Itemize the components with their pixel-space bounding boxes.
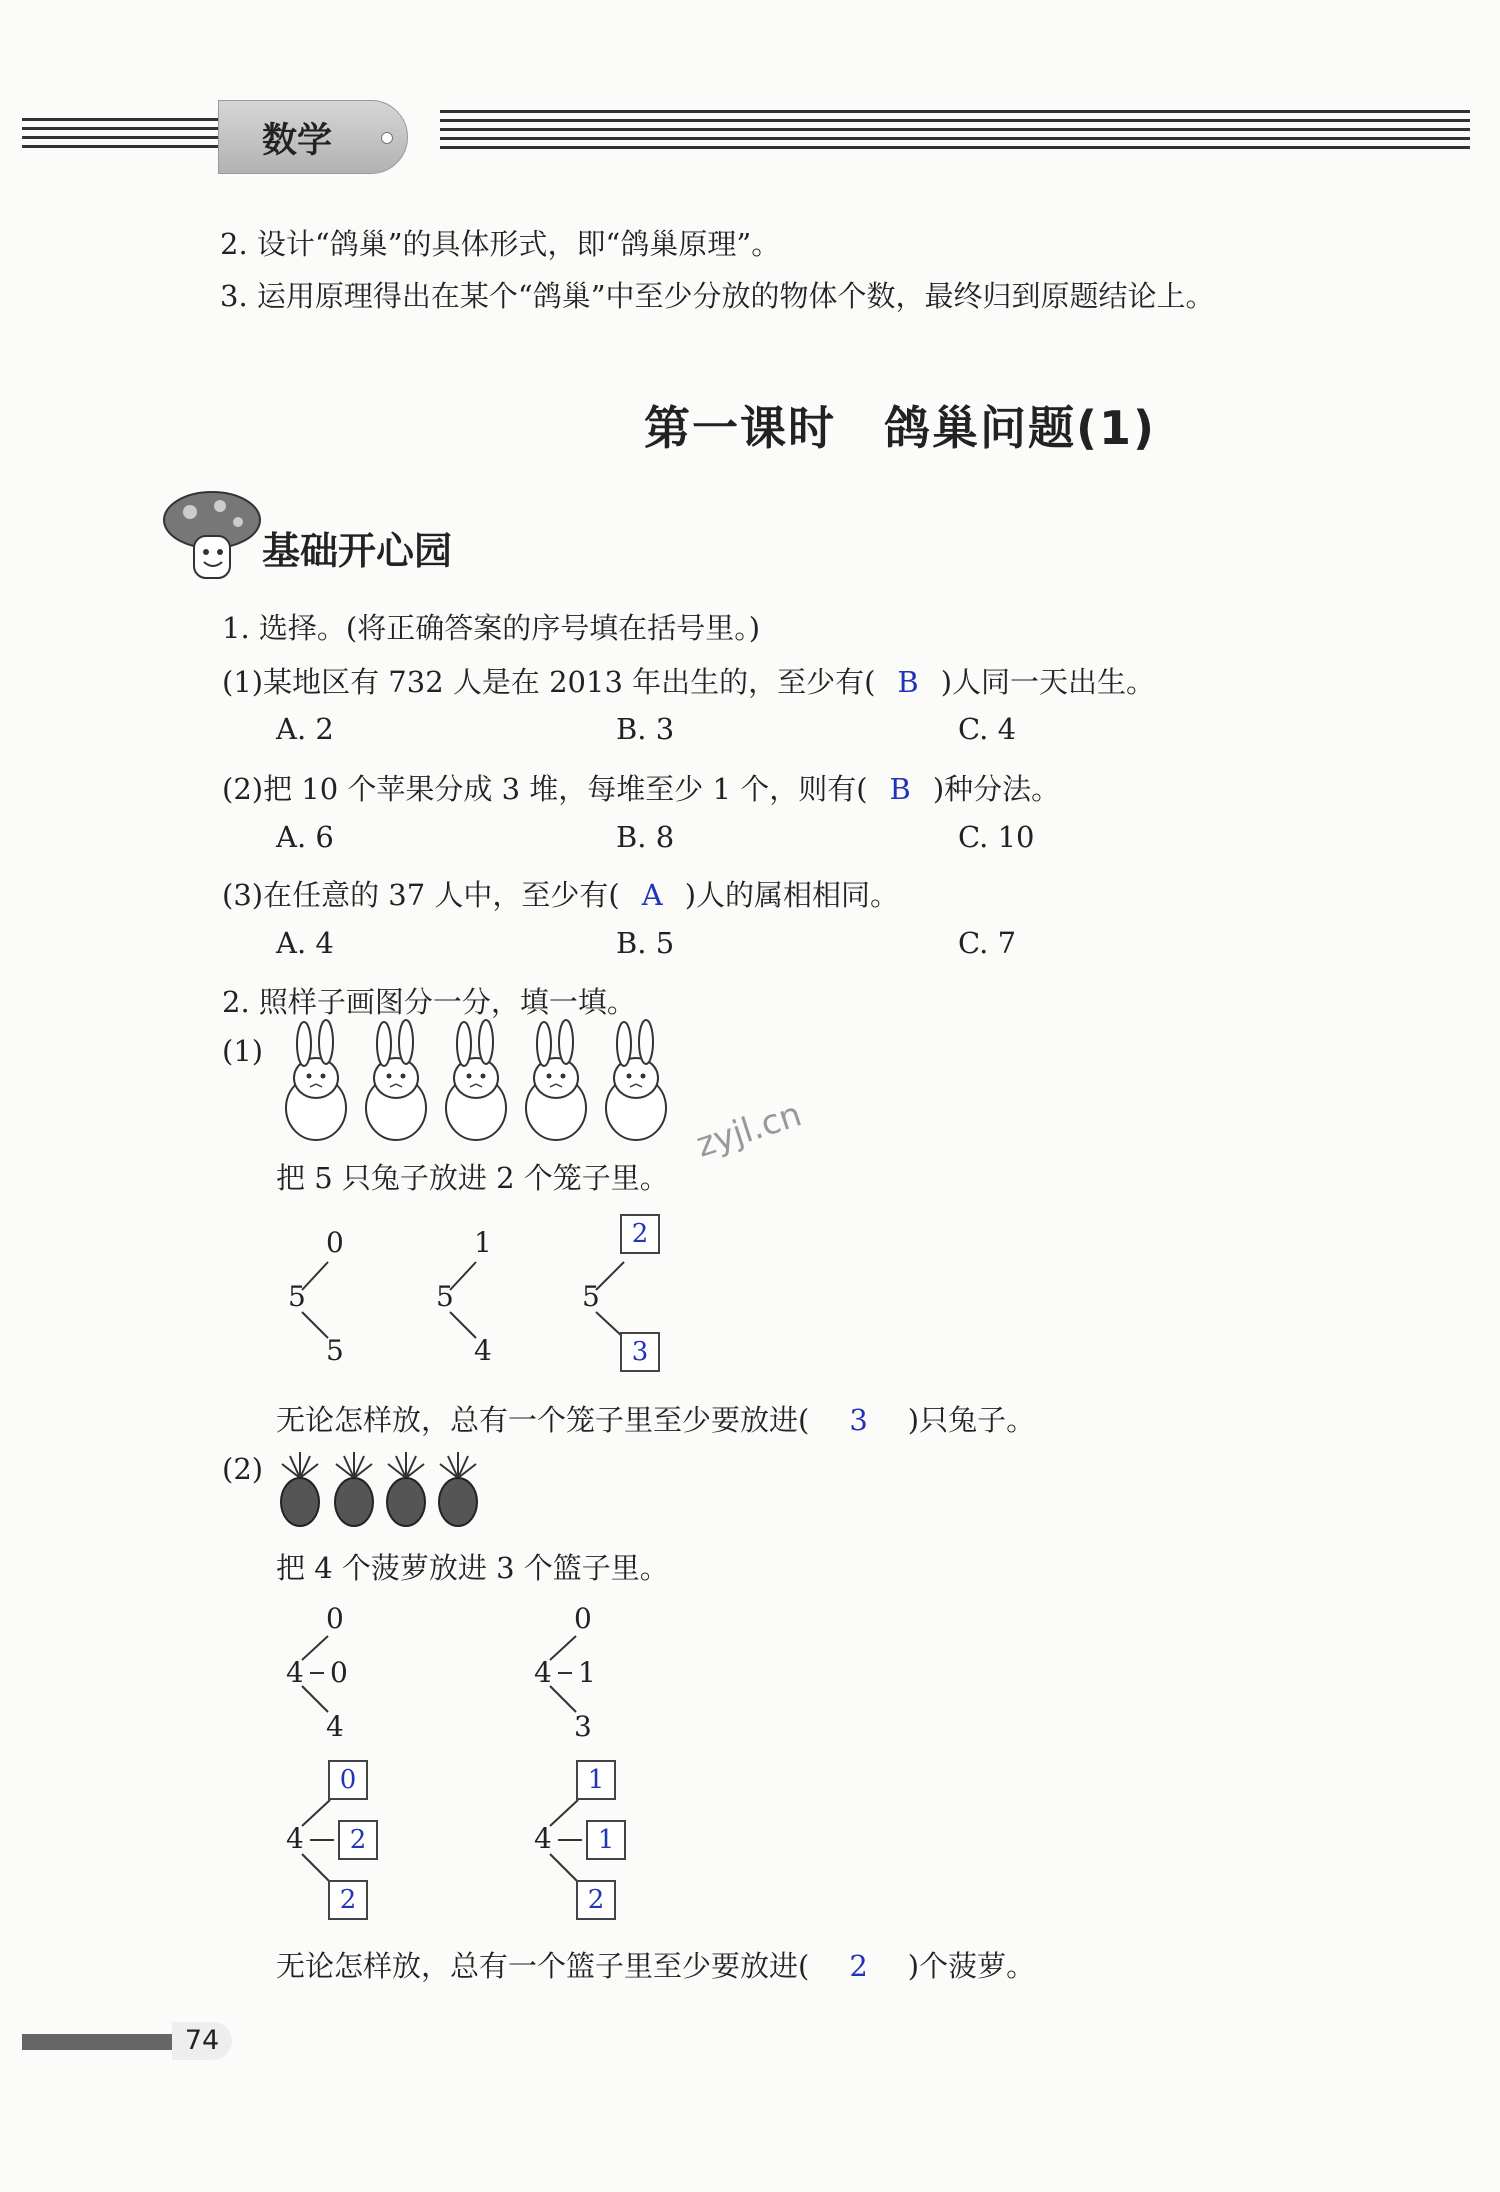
q1-title: 1. 选择。(将正确答案的序号填在括号里。) (222, 611, 761, 645)
p2-split1-top: 0 (326, 1602, 344, 1635)
p2-split4-middle-box: 1 (586, 1820, 626, 1860)
q2-title: 2. 照样子画图分一分，填一填。 (222, 985, 636, 1019)
q1-item-3-option-c: C. 7 (958, 926, 1017, 960)
rabbit-icon-3 (446, 1020, 506, 1140)
q1-item-2-option-a: A. 6 (276, 820, 334, 854)
p2-split2-top: 0 (574, 1602, 592, 1635)
intro-line-3: 3. 运用原理得出在某个“鸽巢”中至少分放的物体个数，最终归到原题结论上。 (220, 279, 1215, 313)
p2-split2-total: 4 (534, 1656, 552, 1689)
part1-split-lines (302, 1262, 624, 1338)
p2-split3-top-box: 0 (328, 1760, 368, 1800)
q1-item-3-stem-a: (3)在任意的 37 人中，至少有( (222, 878, 620, 912)
p2-split4-bottom-box: 2 (576, 1880, 616, 1920)
q1-item-3-answer: A (641, 878, 663, 912)
q2-part2-conclusion-a: 无论怎样放，总有一个篮子里至少要放进( (276, 1949, 810, 1983)
subject-label: 数学 (262, 121, 333, 161)
q1-item-1-option-a: A. 2 (276, 712, 334, 746)
pineapple-icon-1 (281, 1452, 319, 1526)
rabbit-icon-4 (526, 1020, 586, 1140)
rabbit-icon-1 (286, 1020, 346, 1140)
split2-total: 5 (436, 1280, 454, 1313)
p2-split3-total: 4 (286, 1822, 304, 1855)
split2-top: 1 (474, 1226, 492, 1259)
q2-part2-caption: 把 4 个菠萝放进 3 个篮子里。 (276, 1551, 669, 1585)
split1-total: 5 (288, 1280, 306, 1313)
split1-bottom: 5 (326, 1334, 344, 1367)
q1-item-1-stem-b: )人同一天出生。 (940, 665, 1156, 699)
q2-part1-conclusion-a: 无论怎样放，总有一个笼子里至少要放进( (276, 1403, 810, 1437)
footer-bar (22, 2034, 172, 2050)
split2-bottom: 4 (474, 1334, 492, 1367)
q1-item-3-option-b: B. 5 (616, 926, 675, 960)
p2-split4-total: 4 (534, 1822, 552, 1855)
p2-split2-middle: 1 (578, 1656, 596, 1689)
p2-split4-top-box: 1 (576, 1760, 616, 1800)
split1-top: 0 (326, 1226, 344, 1259)
p2-split1-bottom: 4 (326, 1710, 344, 1743)
p2-split1-middle: 0 (330, 1656, 348, 1689)
lesson-title: 第一课时 鸽巢问题(1) (643, 401, 1157, 455)
p2-split3-middle-box: 2 (338, 1820, 378, 1860)
q1-item-1-answer: B (897, 665, 919, 699)
pineapple-icon-3 (387, 1452, 425, 1526)
q1-item-2-option-b: B. 8 (616, 820, 675, 854)
q1-item-1-stem-a: (1)某地区有 732 人是在 2013 年出生的，至少有( (222, 665, 876, 699)
q1-item-3-stem-b: )人的属相相同。 (684, 878, 900, 912)
p2-split2-bottom: 3 (574, 1710, 592, 1743)
q2-part2-conclusion-b: )个菠萝。 (907, 1949, 1036, 1983)
q1-item-2-answer: B (889, 772, 911, 806)
q2-part2-answer: 2 (849, 1949, 868, 1983)
split3-bottom-box: 3 (620, 1332, 660, 1372)
q1-item-3-option-a: A. 4 (276, 926, 334, 960)
q2-part2-conclusion (276, 1944, 1035, 1985)
q2-part1-conclusion (276, 1398, 1035, 1439)
q1-item-1-option-c: C. 4 (958, 712, 1017, 746)
q2-part1-label: (1) (222, 1034, 264, 1068)
q2-part1-answer: 3 (849, 1403, 868, 1437)
q1-item-2-stem-b: )种分法。 (932, 772, 1061, 806)
rabbit-icon-5 (606, 1020, 666, 1140)
q2-part2-label: (2) (222, 1452, 264, 1486)
q1-item-2-stem-a: (2)把 10 个苹果分成 3 堆，每堆至少 1 个，则有( (222, 772, 868, 806)
q1-item-1-option-b: B. 3 (616, 712, 675, 746)
watermark: zyjl.cn (691, 1094, 807, 1166)
pineapple-icon-2 (335, 1452, 373, 1526)
q2-part1-conclusion-b: )只兔子。 (907, 1403, 1036, 1437)
pineapple-icon-4 (439, 1452, 477, 1526)
p2-split3-bottom-box: 2 (328, 1880, 368, 1920)
p2-split1-total: 4 (286, 1656, 304, 1689)
section-label: 基础开心园 (262, 529, 453, 573)
q2-part1-caption: 把 5 只兔子放进 2 个笼子里。 (276, 1161, 669, 1195)
rabbit-icon-2 (366, 1020, 426, 1140)
q1-item-2-option-c: C. 10 (958, 820, 1035, 854)
split3-total: 5 (582, 1280, 600, 1313)
intro-line-2: 2. 设计“鸽巢”的具体形式，即“鸽巢原理”。 (220, 227, 781, 261)
page-number: 74 (172, 2022, 232, 2060)
split3-top-box: 2 (620, 1214, 660, 1254)
